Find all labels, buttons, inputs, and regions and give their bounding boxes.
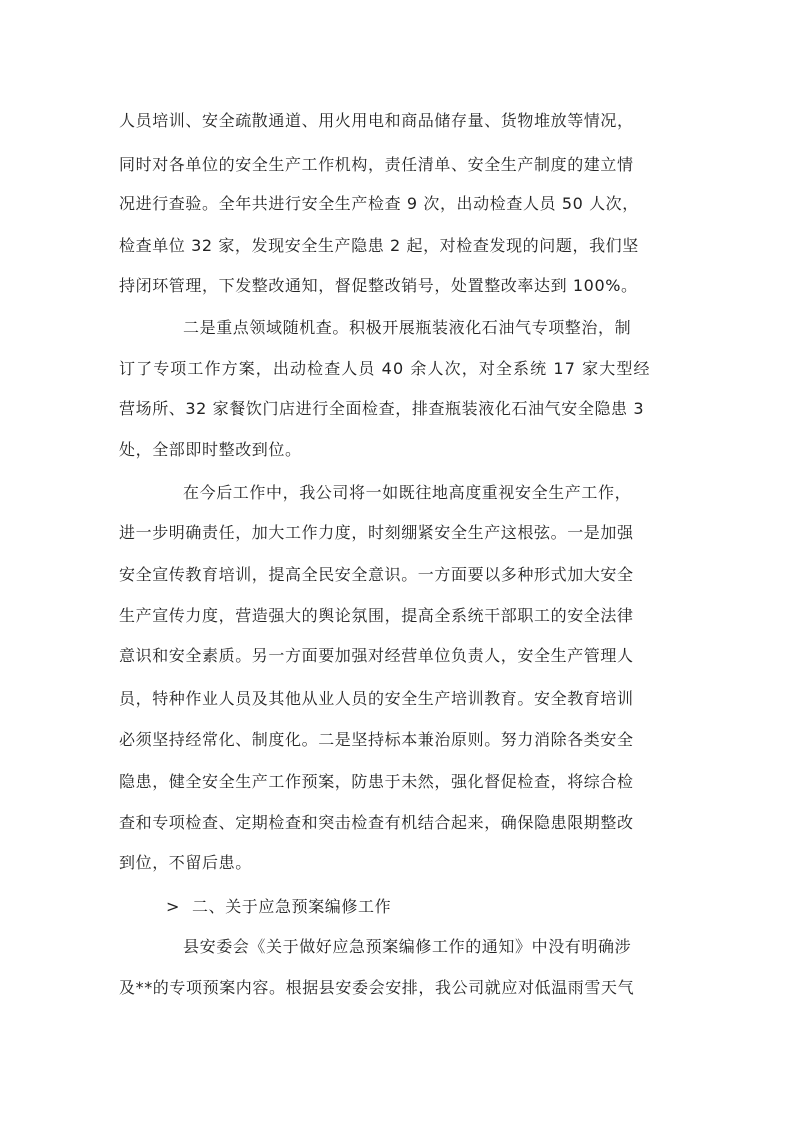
heading-marker: > (166, 897, 181, 916)
paragraph-line: 营场所、32 家餐饮门店进行全面检查，排查瓶装液化石油气安全隐患 3 (119, 399, 645, 418)
section-heading (166, 897, 391, 917)
paragraph-first-line: 二是重点领域随机查。积极开展瓶装液化石油气专项整治，制 (183, 318, 632, 337)
paragraph-line: 况进行查验。全年共进行安全生产检查 9 次，出动检查人员 50 人次， (119, 194, 639, 213)
paragraph-line: 安全宣传教育培训，提高全民安全意识。一方面要以多种形式加大安全 (119, 565, 634, 584)
paragraph-line: 员，特种作业人员及其他从业人员的安全生产培训教育。安全教育培训 (119, 689, 634, 708)
paragraph-line: 意识和安全素质。另一方面要加强对经营单位负责人，安全生产管理人 (119, 646, 634, 665)
paragraph-line: 生产宣传力度，营造强大的舆论氛围，提高全系统干部职工的安全法律 (119, 606, 634, 625)
section-heading-text: 二、关于应急预案编修工作 (192, 897, 392, 916)
paragraph-line: 人员培训、安全疏散通道、用火用电和商品储存量、货物堆放等情况， (119, 111, 634, 130)
paragraph-line: 进一步明确责任，加大工作力度，时刻绷紧安全生产这根弦。一是加强 (119, 523, 634, 542)
paragraph-line: 处，全部即时整改到位。 (119, 440, 302, 459)
paragraph-line: 检查单位 32 家，发现安全生产隐患 2 起，对检查发现的问题，我们坚 (119, 236, 639, 255)
paragraph-line: 持闭环管理，下发整改通知，督促整改销号，处置整改率达到 100%。 (119, 276, 638, 295)
paragraph-line: 同时对各单位的安全生产工作机构，责任清单、安全生产制度的建立情 (119, 155, 634, 174)
paragraph-first-line: 县安委会《关于做好应急预案编修工作的通知》中没有明确涉 (183, 937, 632, 956)
paragraph-line: 隐患，健全安全生产工作预案，防患于未然，强化督促检查，将综合检 (119, 772, 634, 791)
paragraph-line: 必须坚持经常化、制度化。二是坚持标本兼治原则。努力消除各类安全 (119, 730, 634, 749)
paragraph-line: 查和专项检查、定期检查和突击检查有机结合起来，确保隐患限期整改 (119, 813, 634, 832)
paragraph-line: 到位，不留后患。 (119, 853, 252, 872)
paragraph-first-line: 在今后工作中，我公司将一如既往地高度重视安全生产工作， (183, 483, 632, 502)
paragraph-line: 及**的专项预案内容。根据县安委会安排，我公司就应对低温雨雪天气 (119, 978, 635, 997)
paragraph-line: 订了专项工作方案，出动检查人员 40 余人次，对全系统 17 家大型经 (119, 359, 651, 378)
